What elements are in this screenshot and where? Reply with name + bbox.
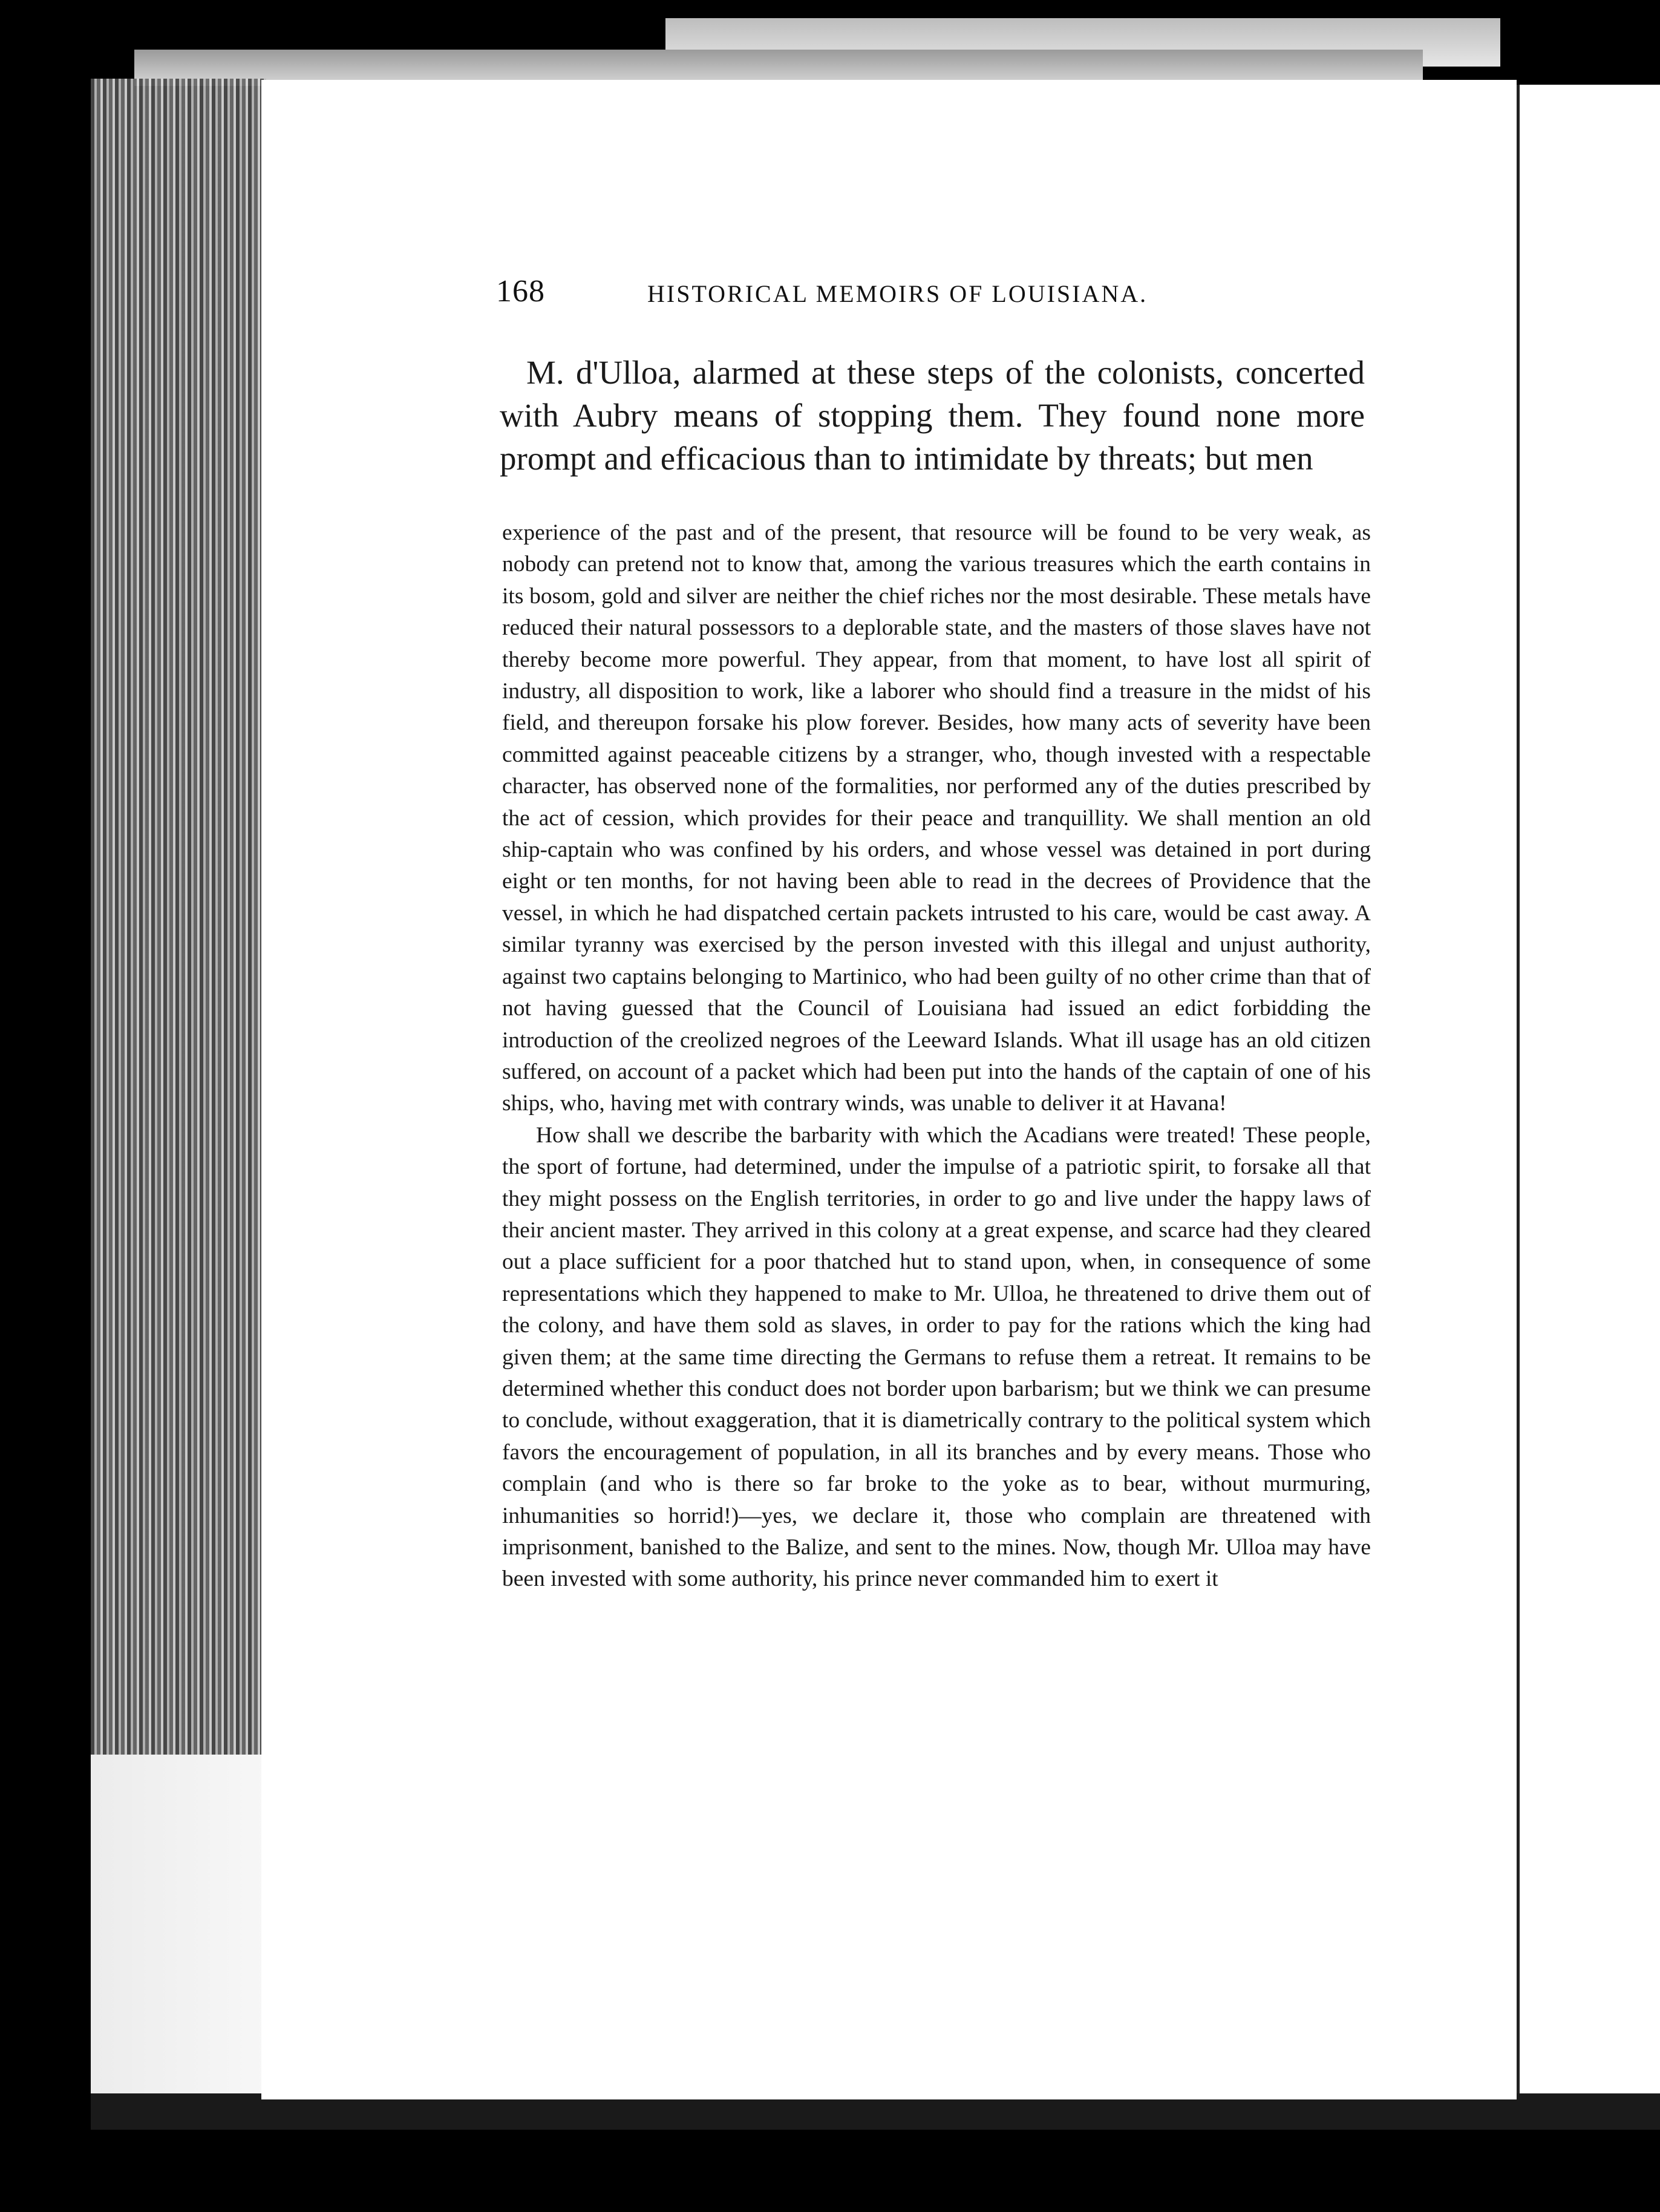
page-number: 168 <box>496 274 545 309</box>
lead-paragraph: M. d'Ulloa, alarmed at these steps of the colonists, concerted with Aubry means of stopping them. They found none more prompt and efficacious than to intimidate by threats; but men <box>500 354 1365 477</box>
running-head: HISTORICAL MEMOIRS OF LOUISIANA. <box>647 280 1148 307</box>
facing-page <box>1520 85 1660 2099</box>
page-stack-lower <box>91 1755 266 2093</box>
body-paragraph: How shall we describe the barbarity with which the Acadians were treated! These people, the sport of fortune, had determined, under the impulse of a patriotic spirit, to forsake all that they might possess on the English territories, in order to go and live under the happy laws of their ancient master. They arrived in this colony at a great expense, and scarce had they cleared out a place sufficient for a poor thatched hut to stand upon, when, in consequence of some representations which they happened to make to Mr. Ulloa, he threatened to drive them out of the colony, and have them sold as slaves, in order to pay for the rations which the king had given them; at the same time directing the Germans to refuse them a retreat. It remains to be determined whether this conduct does not border upon barbarism; but we think we can presume to conclude, without exaggeration, that it is diametrically contrary to the political system which favors the encouragement of population, in all its branches and by every means. Those who complain (and who is there so far broke to the yoke as to bear, without murmuring, inhumanities so horrid!)—yes, we declare it, those who complain are threatened with imprisonment, banished to the Balize, and sent to the mines. Now, though Mr. Ulloa may have been invested with some authority, his prince never commanded him to exert it <box>502 1122 1371 1592</box>
body-paragraph: experience of the past and of the present, that resource will be found to be very weak, as nobody can pretend not to know that, among the various treasures which the earth contains in its bosom, gold and silver are neither the chief riches nor the most desirable. These metals have reduced their natural possessors to a deplorable state, and the masters of those slaves have not thereby become more powerful. They appear, from that moment, to have lost all spirit of industry, all disposition to work, like a laborer who should find a treasure in the midst of his field, and thereupon forsake his plow forever. Besides, how many acts of severity have been committed against peaceable citizens by a stranger, who, though invested with a respectable character, has observed none of the formalities, nor performed any of the duties prescribed by the act of cession, which provides for their peace and tranquillity. We shall mention an old ship-captain who was confined by his orders, and whose vessel was detained in port during eight or ten months, for not having been able to read in the decrees of Providence that the vessel, in which he had dispatched certain packets intrusted to his care, would be cast away. A similar tyranny was exercised by the person invested with this illegal and unjust authority, against two captains belonging to Martinico, who had been guilty of no other crime than that of not having guessed that the Council of Louisiana had issued an edict forbidding the introduction of the creolized negroes of the Leeward Islands. What ill usage has an old citizen suffered, on account of a packet which had been put into the hands of the captain of one of his ships, who, having met with contrary winds, was unable to deliver it at Havana! <box>502 520 1371 1116</box>
footnote-text <box>502 517 1371 1595</box>
